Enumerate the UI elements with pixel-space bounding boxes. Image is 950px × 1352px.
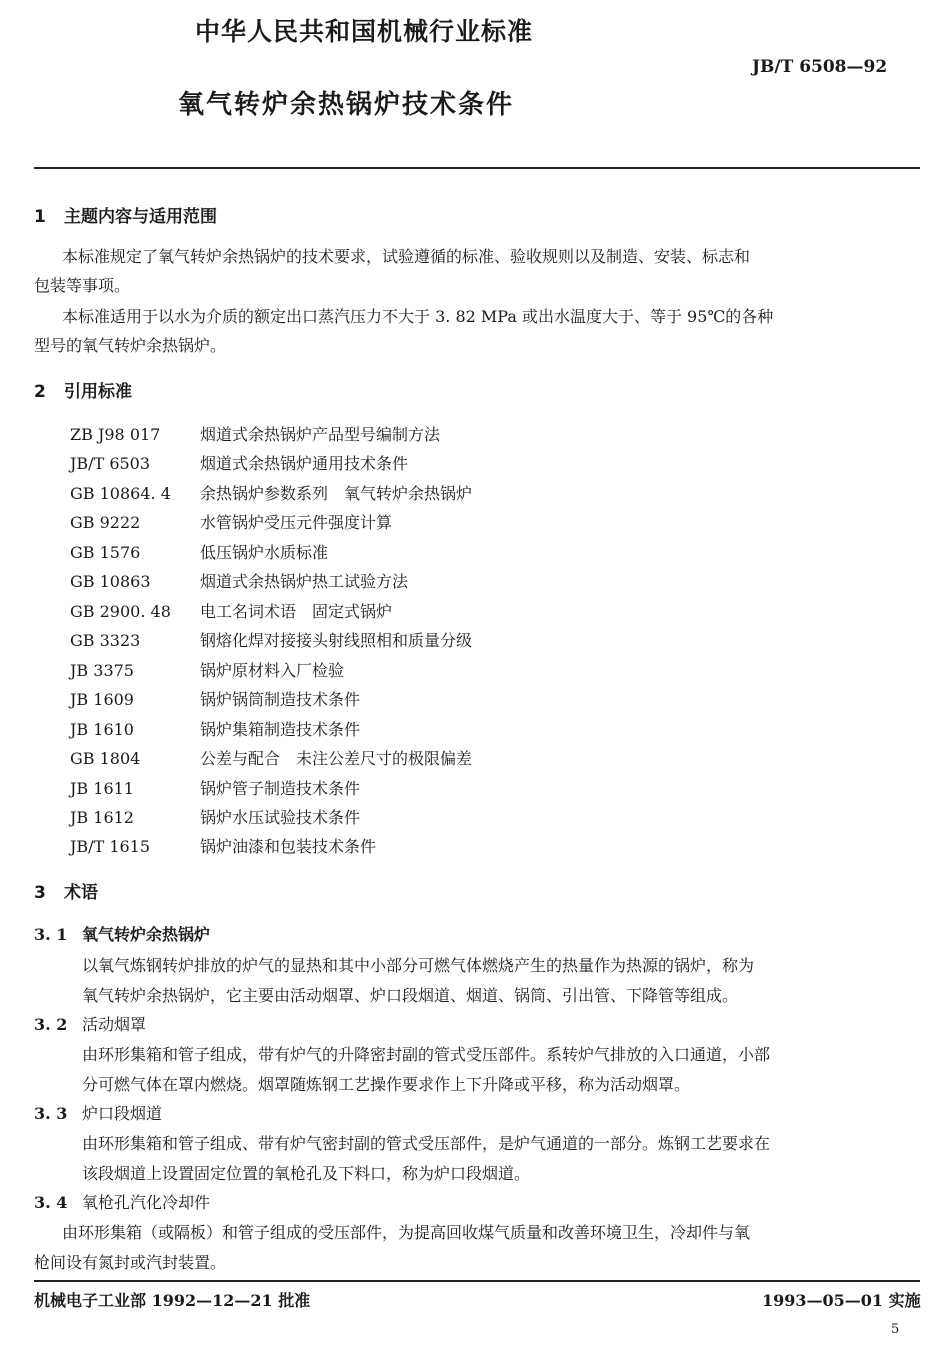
reference-code: JB 1610 bbox=[70, 720, 134, 739]
page-number: 5 bbox=[891, 1322, 900, 1337]
reference-item bbox=[70, 422, 440, 445]
reference-code: GB 9222 bbox=[70, 513, 141, 532]
reference-name: 锅炉原材料入厂检验 bbox=[200, 661, 345, 680]
term-number: 3. 4 bbox=[34, 1193, 68, 1212]
term-3-4-heading bbox=[34, 1190, 210, 1213]
term-title: 活动烟罩 bbox=[82, 1015, 147, 1034]
reference-item bbox=[70, 599, 392, 622]
term-3-4-line1: 由环形集箱（或隔板）和管子组成的受压部件，为提高回收煤气质量和改善环境卫生，冷却件与氧 bbox=[62, 1223, 751, 1242]
standard-code: JB/T 6508—92 bbox=[752, 57, 888, 77]
reference-name: 烟道式余热锅炉通用技术条件 bbox=[200, 454, 409, 473]
reference-code: ZB J98 017 bbox=[70, 425, 161, 444]
document-title: 氧气转炉余热锅炉技术条件 bbox=[178, 90, 515, 120]
section-3-heading bbox=[34, 878, 98, 903]
reference-name: 水管锅炉受压元件强度计算 bbox=[200, 513, 393, 532]
reference-name: 电工名词术语 固定式锅炉 bbox=[200, 602, 393, 621]
reference-name: 余热锅炉参数系列 氧气转炉余热锅炉 bbox=[200, 484, 473, 503]
term-3-1-line2: 氧气转炉余热锅炉，它主要由活动烟罩、炉口段烟道、烟道、锅筒、引出管、下降管等组成。 bbox=[82, 986, 739, 1005]
term-3-3-line2: 该段烟道上设置固定位置的氧枪孔及下料口，称为炉口段烟道。 bbox=[82, 1164, 531, 1183]
reference-item bbox=[70, 746, 472, 769]
section-3-title: 术语 bbox=[64, 883, 98, 903]
term-3-2-heading bbox=[34, 1012, 146, 1035]
reference-item bbox=[70, 451, 408, 474]
section-1-title: 主题内容与适用范围 bbox=[64, 207, 217, 227]
reference-code: GB 10863 bbox=[70, 572, 151, 591]
reference-code: GB 2900. 48 bbox=[70, 602, 171, 621]
term-number: 3. 2 bbox=[34, 1015, 68, 1034]
term-title: 氧枪孔汽化冷却件 bbox=[82, 1193, 211, 1212]
section-3-number: 3 bbox=[34, 883, 46, 903]
reference-code: JB/T 1615 bbox=[70, 837, 151, 856]
header-rule bbox=[34, 167, 920, 169]
term-3-1-heading bbox=[34, 922, 210, 945]
term-title: 氧气转炉余热锅炉 bbox=[82, 925, 211, 944]
term-3-3-line1: 由环形集箱和管子组成、带有炉气密封副的管式受压部件，是炉气通道的一部分。炼钢工艺要求在 bbox=[82, 1134, 771, 1153]
section-2-title: 引用标准 bbox=[64, 382, 132, 402]
reference-code: GB 1576 bbox=[70, 543, 141, 562]
term-title: 炉口段烟道 bbox=[82, 1104, 163, 1123]
implementation-date: 1993—05—01 实施 bbox=[762, 1291, 921, 1310]
reference-item bbox=[70, 805, 360, 828]
reference-code: GB 10864. 4 bbox=[70, 484, 171, 503]
reference-item bbox=[70, 540, 328, 563]
reference-code: GB 1804 bbox=[70, 749, 141, 768]
section-1-p1-line2: 包装等事项。 bbox=[34, 276, 131, 295]
reference-item bbox=[70, 776, 360, 799]
reference-name: 锅炉锅筒制造技术条件 bbox=[200, 690, 361, 709]
reference-item bbox=[70, 481, 472, 504]
reference-code: JB 3375 bbox=[70, 661, 134, 680]
reference-item bbox=[70, 510, 392, 533]
reference-item bbox=[70, 628, 472, 651]
reference-name: 锅炉水压试验技术条件 bbox=[200, 808, 361, 827]
reference-code: JB 1611 bbox=[70, 779, 134, 798]
reference-name: 锅炉油漆和包装技术条件 bbox=[200, 837, 377, 856]
reference-name: 烟道式余热锅炉产品型号编制方法 bbox=[200, 425, 441, 444]
section-1-p2-line1: 本标准适用于以水为介质的额定出口蒸汽压力不大于 3. 82 MPa 或出水温度大于、等于 95℃的各种 bbox=[62, 307, 774, 326]
reference-item bbox=[70, 687, 360, 710]
approval-note: 机械电子工业部 1992—12—21 批准 bbox=[34, 1291, 311, 1310]
reference-name: 钢熔化焊对接接头射线照相和质量分级 bbox=[200, 631, 473, 650]
reference-code: JB 1609 bbox=[70, 690, 134, 709]
term-3-2-line2: 分可燃气体在罩内燃烧。烟罩随炼钢工艺操作要求作上下升降或平移，称为活动烟罩。 bbox=[82, 1075, 691, 1094]
reference-name: 低压锅炉水质标准 bbox=[200, 543, 329, 562]
section-1-heading bbox=[34, 202, 217, 227]
term-3-2-line1: 由环形集箱和管子组成，带有炉气的升降密封副的管式受压部件。系转炉气排放的入口通道，小部 bbox=[82, 1045, 771, 1064]
section-2-heading bbox=[34, 377, 132, 402]
term-3-3-heading bbox=[34, 1101, 162, 1124]
reference-code: JB 1612 bbox=[70, 808, 134, 827]
reference-name: 锅炉管子制造技术条件 bbox=[200, 779, 361, 798]
section-1-number: 1 bbox=[34, 207, 46, 227]
reference-item bbox=[70, 569, 408, 592]
section-1-p2-line2: 型号的氧气转炉余热锅炉。 bbox=[34, 336, 227, 355]
footer-rule bbox=[34, 1280, 920, 1282]
reference-name: 烟道式余热锅炉热工试验方法 bbox=[200, 572, 409, 591]
reference-item bbox=[70, 717, 360, 740]
section-2-number: 2 bbox=[34, 382, 46, 402]
term-number: 3. 3 bbox=[34, 1104, 68, 1123]
reference-item bbox=[70, 658, 344, 681]
standard-organization: 中华人民共和国机械行业标准 bbox=[195, 17, 534, 46]
reference-name: 公差与配合 未注公差尺寸的极限偏差 bbox=[200, 749, 473, 768]
term-3-1-line1: 以氧气炼钢转炉排放的炉气的显热和其中小部分可燃气体燃烧产生的热量作为热源的锅炉，称为 bbox=[82, 956, 755, 975]
reference-code: JB/T 6503 bbox=[70, 454, 151, 473]
reference-name: 锅炉集箱制造技术条件 bbox=[200, 720, 361, 739]
term-3-4-line2: 枪间设有氮封或汽封装置。 bbox=[34, 1253, 227, 1272]
reference-code: GB 3323 bbox=[70, 631, 141, 650]
term-number: 3. 1 bbox=[34, 925, 68, 944]
reference-item bbox=[70, 834, 376, 857]
section-1-p1-line1: 本标准规定了氧气转炉余热锅炉的技术要求，试验遵循的标准、验收规则以及制造、安装、标志和 bbox=[62, 247, 751, 266]
